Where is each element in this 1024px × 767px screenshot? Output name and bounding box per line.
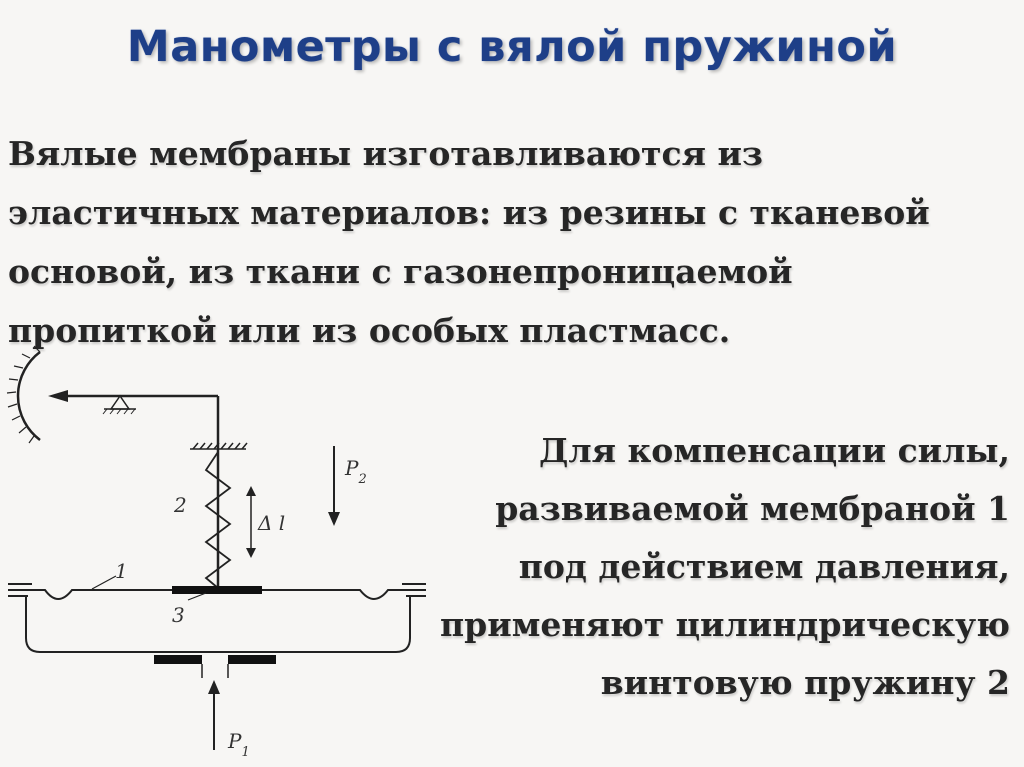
label-spring-2: 2 [174,493,187,517]
right-clamp [402,584,426,596]
label-p1: $P_1$ [228,729,250,760]
inlet-plate-right [228,655,276,664]
label-p2: $P_2$ [345,456,367,487]
scale-arc [18,352,40,440]
pressure-chamber [26,596,410,652]
slide-title: Манометры с вялой пружиной [126,22,898,72]
inlet-plate-left [154,655,202,664]
label-plate-3: 3 [172,603,185,627]
spring-compensation-text: Для компенсации силы, развиваемой мембраной 1 под действием давления, применяют цилиндрическую винтовую пружину 2 [439,431,1010,702]
scale-hatching [7,346,40,443]
delta-l-dimension [246,486,256,558]
p1-arrow [208,680,220,750]
left-clamp [8,584,32,596]
membrane-materials-text: Вялые мембраны изготавливаются из эластичных материалов: из резины с тканевой основой, из ткани с газонепроницаемой пропиткой или из особых пластмасс. [8,134,930,350]
label-membrane-1: 1 [115,559,128,583]
rigid-center-plate [172,586,262,594]
label-delta-l: Δ l [258,511,286,535]
p2-arrow [328,446,340,526]
pivot-support [103,396,136,414]
